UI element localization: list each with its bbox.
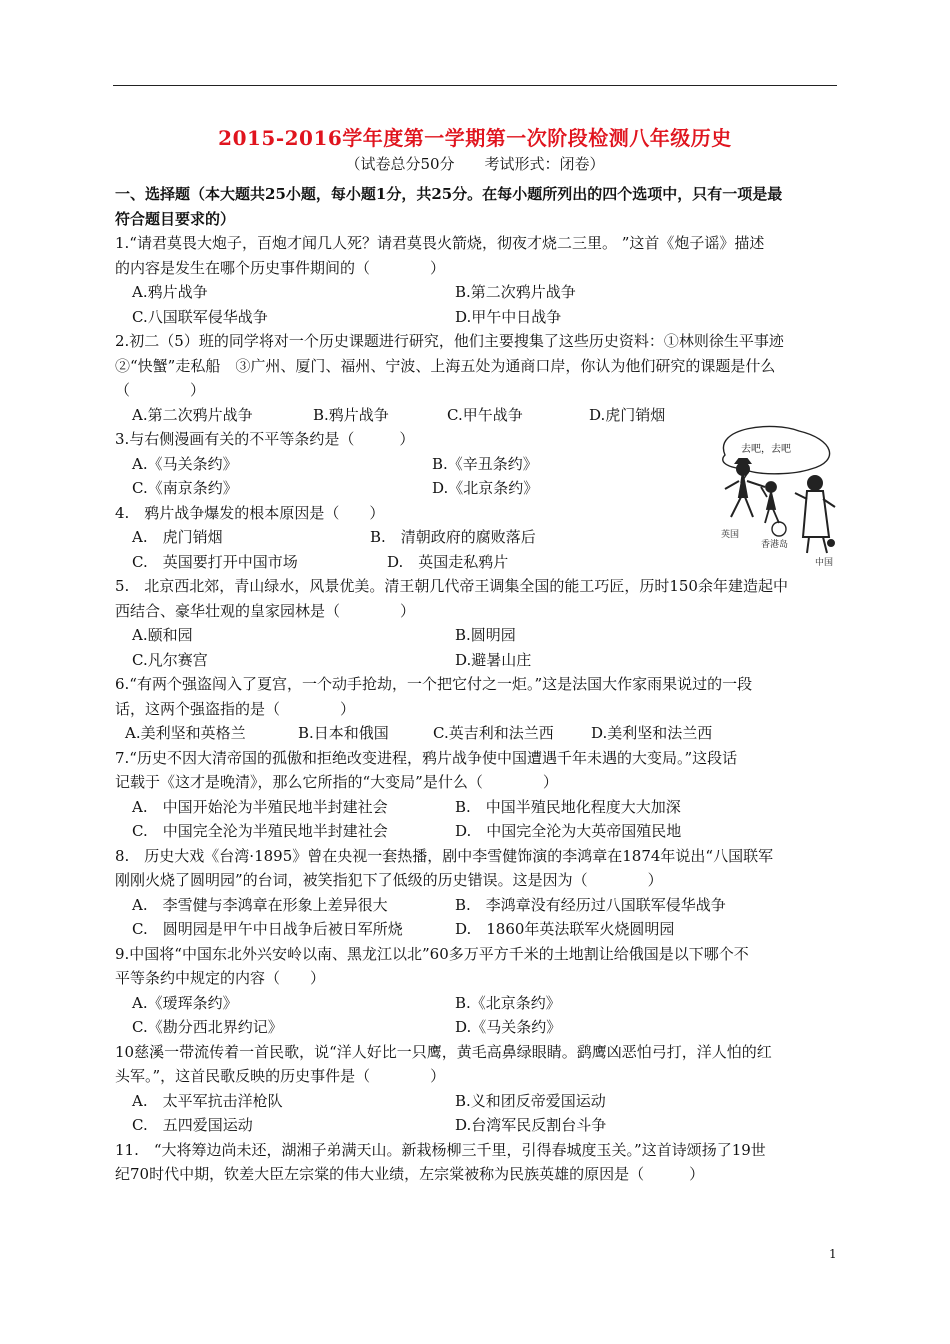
- question-text: 11. “大将筹边尚未还，湖湘子弟满天山。新栽杨柳三千里，引得春城度玉关。”这首诗颂扬了19世: [115, 1140, 766, 1159]
- cartoon-speech: 去吧，去吧: [741, 444, 791, 455]
- answer-option: B.《北京条约》: [455, 993, 561, 1012]
- question-text: 3.与右侧漫画有关的不平等条约是（ ）: [115, 430, 415, 448]
- answer-option: C. 圆明园是甲午中日战争后被日军所烧: [132, 920, 403, 938]
- question: [115, 1040, 837, 1138]
- answer-option: D. 1860年英法联军火烧圆明园: [455, 920, 675, 938]
- question-text: ②“快蟹”走私船 ③广州、厦门、福州、宁波、上海五处为通商口岸，你认为他们研究的课题是什么: [115, 356, 776, 375]
- answer-option: D. 英国走私鸦片: [387, 552, 509, 571]
- page-number: 1: [829, 1247, 837, 1261]
- question-text: 6.“有两个强盗闯入了夏宫，一个动手抢劫，一个把它付之一炬。”这是法国大作家雨果说过的一段: [115, 675, 753, 693]
- question-text: 话，这两个强盗指的是（ ）: [115, 699, 356, 718]
- question-text: 4. 鸦片战争爆发的根本原因是（ ）: [115, 503, 385, 522]
- answer-option: B. 中国半殖民地化程度大大加深: [455, 797, 681, 816]
- exam-title: 2015-2016学年度第一学期第一次阶段检测八年级历史: [218, 126, 732, 150]
- question-text: 9.中国将“中国东北外兴安岭以南、黑龙江以北”60多万平方千米的土地割让给俄国是以下哪个不: [115, 944, 749, 963]
- answer-option: D.台湾军民反割台斗争: [455, 1116, 607, 1134]
- answer-option: C. 英国要打开中国市场: [132, 552, 298, 571]
- question-text: 10慈溪一带流传着一首民歌，说“洋人好比一只鹰，黄毛高鼻绿眼睛。鹞鹰凶恶怕弓打，洋人怕的红: [115, 1042, 772, 1061]
- question-text: 平等条约中规定的内容（ ）: [115, 969, 326, 987]
- answer-option: A. 太平军抗击洋枪队: [132, 1091, 283, 1110]
- question: [115, 574, 837, 672]
- answer-option: A.《马关条约》: [132, 454, 238, 473]
- question-text: 记载于《这才是晚清》，那么它所指的“大变局”是什么（ ）: [115, 773, 558, 791]
- answer-option: C.英吉利和法兰西: [433, 724, 554, 742]
- question: [115, 672, 837, 746]
- question-text: 1.“请君莫畏大炮子，百炮才闻几人死？请君莫畏火箭烧，彻夜才烧二三里。 ”这首《炮子谣》描述: [115, 234, 765, 252]
- answer-option: B. 清朝政府的腐败落后: [370, 528, 536, 546]
- answer-option: C. 五四爱国运动: [132, 1116, 253, 1134]
- section-heading-cont: 符合题目要求的）: [115, 209, 236, 228]
- cartoon-image: [703, 425, 847, 570]
- answer-option: D.《马关条约》: [455, 1018, 562, 1036]
- answer-option: B. 李鸿章没有经历过八国联军侵华战争: [455, 895, 726, 914]
- answer-option: B.日本和俄国: [298, 724, 389, 742]
- question-text: 纪70时代中期，钦差大臣左宗棠的伟大业绩，左宗棠被称为民族英雄的原因是（ ）: [115, 1165, 705, 1183]
- exam-content: [115, 182, 837, 1187]
- question-text: （ ）: [115, 381, 206, 399]
- answer-option: B.义和团反帝爱国运动: [455, 1091, 606, 1110]
- answer-option: B.《辛丑条约》: [432, 454, 538, 473]
- question: [115, 231, 837, 329]
- question-text: 的内容是发生在哪个历史事件期间的（ ）: [115, 258, 446, 277]
- cartoon-label-hongkong: 香港岛: [761, 540, 789, 550]
- answer-option: A. 中国开始沦为半殖民地半封建社会: [132, 797, 388, 816]
- answer-option: A. 李雪健与李鸿章在形象上差异很大: [132, 895, 388, 914]
- answer-option: A.美利坚和英格兰: [125, 724, 246, 742]
- cartoon-label-china: 中国: [815, 558, 834, 568]
- section-heading: 一、选择题（本大题共25小题，每小题1分，共25分。在每小题所列出的四个选项中，只有一项是最: [115, 185, 783, 203]
- answer-option: A.鸦片战争: [132, 283, 208, 301]
- question-text: 头军。”，这首民歌反映的历史事件是（ ）: [115, 1067, 446, 1085]
- cartoon-label-england: 英国: [721, 530, 740, 540]
- answer-option: C.凡尔赛宫: [132, 650, 208, 669]
- answer-option: C. 中国完全沦为半殖民地半封建社会: [132, 822, 388, 840]
- question: [115, 1138, 837, 1187]
- answer-option: D. 中国完全沦为大英帝国殖民地: [455, 822, 682, 840]
- answer-option: D.《北京条约》: [432, 479, 539, 497]
- answer-option: C.《勘分西北界约记》: [132, 1018, 283, 1036]
- answer-option: A. 虎门销烟: [132, 528, 223, 546]
- question-text: 西结合、豪华壮观的皇家园林是（ ）: [115, 601, 416, 620]
- exam-subtitle: （试卷总分50分 考试形式：闭卷）: [345, 155, 605, 173]
- answer-option: B.圆明园: [455, 626, 516, 644]
- question: [115, 942, 837, 1040]
- answer-option: C.甲午战争: [447, 405, 523, 424]
- header-rule: [113, 85, 837, 86]
- answer-option: B.第二次鸦片战争: [455, 283, 576, 301]
- answer-option: C.《南京条约》: [132, 479, 238, 497]
- answer-option: B.鸦片战争: [313, 405, 389, 424]
- question: [115, 329, 837, 427]
- question: [115, 746, 837, 844]
- answer-option: C.八国联军侵华战争: [132, 307, 268, 326]
- answer-option: D.虎门销烟: [589, 405, 666, 424]
- question-text: 2.初二（5）班的同学将对一个历史课题进行研究，他们主要搜集了这些历史资料：①林则徐生平事迹: [115, 332, 784, 350]
- question-text: 7.“历史不因大清帝国的孤傲和拒绝改变进程，鸦片战争使中国遭遇千年未遇的大变局。”这段话: [115, 748, 738, 767]
- question-text: 8. 历史大戏《台湾·1895》曾在央视一套热播，剧中李雪健饰演的李鸿章在1874年说出“八国联军: [115, 846, 774, 865]
- answer-option: D.甲午中日战争: [455, 307, 562, 326]
- question-list: [115, 231, 837, 1187]
- question: [115, 844, 837, 942]
- answer-option: D.美利坚和法兰西: [591, 724, 713, 742]
- question-text: 5. 北京西北郊，青山绿水，风景优美。清王朝几代帝王调集全国的能工巧匠，历时150余年建造起中: [115, 577, 788, 595]
- answer-option: D.避暑山庄: [455, 650, 532, 669]
- answer-option: A.颐和园: [132, 626, 193, 644]
- answer-option: A.第二次鸦片战争: [132, 405, 253, 424]
- answer-option: A.《瑷珲条约》: [132, 993, 238, 1012]
- question-text: 刚刚火烧了圆明园”的台词，被笑指犯下了低级的历史错误。这是因为（ ）: [115, 871, 663, 889]
